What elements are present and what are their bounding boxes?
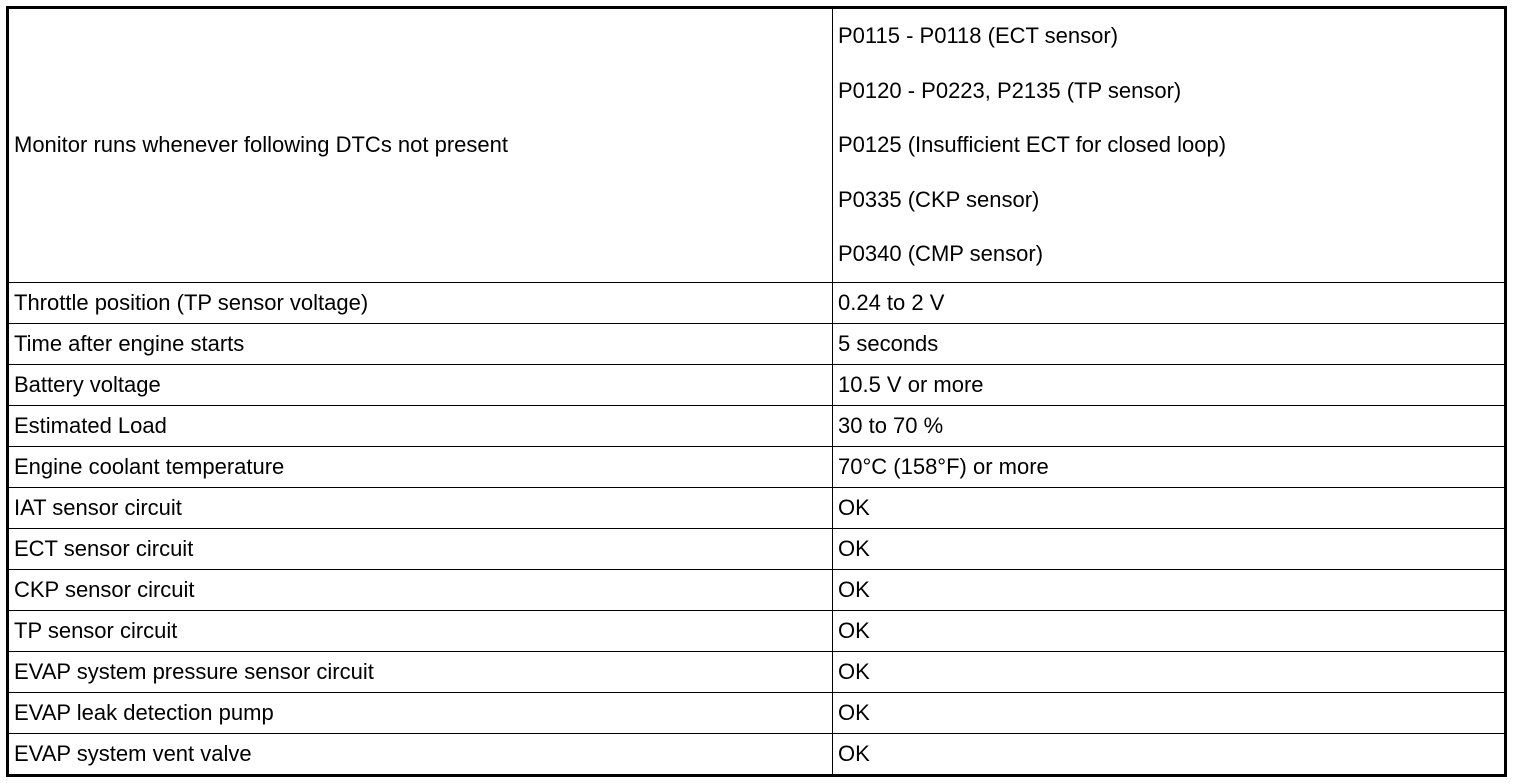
- condition-label: EVAP system vent valve: [8, 733, 833, 775]
- condition-value: OK: [833, 692, 1506, 733]
- condition-value: 0.24 to 2 V: [833, 282, 1506, 323]
- condition-label: Time after engine starts: [8, 323, 833, 364]
- condition-label: ECT sensor circuit: [8, 528, 833, 569]
- table-row: [8, 487, 1506, 528]
- condition-value: OK: [833, 610, 1506, 651]
- table-row: [8, 610, 1506, 651]
- dtc-item: P0340 (CMP sensor): [838, 241, 1044, 267]
- table-row: [8, 446, 1506, 487]
- table-row: [8, 692, 1506, 733]
- condition-value: OK: [833, 528, 1506, 569]
- table-row: [8, 651, 1506, 692]
- dtc-list-cell: [833, 8, 1506, 283]
- condition-value: OK: [833, 733, 1506, 775]
- table-row: [8, 323, 1506, 364]
- dtc-item: P0120 - P0223, P2135 (TP sensor): [838, 77, 1182, 103]
- condition-value: OK: [833, 487, 1506, 528]
- condition-value: OK: [833, 651, 1506, 692]
- condition-label: IAT sensor circuit: [8, 487, 833, 528]
- condition-value: 5 seconds: [833, 323, 1506, 364]
- condition-label: EVAP system pressure sensor circuit: [8, 651, 833, 692]
- table-row: [8, 405, 1506, 446]
- condition-label: CKP sensor circuit: [8, 569, 833, 610]
- condition-label: Estimated Load: [8, 405, 833, 446]
- dtc-item: P0335 (CKP sensor): [838, 186, 1040, 212]
- table-row: [8, 528, 1506, 569]
- table-row: [8, 733, 1506, 775]
- condition-value: 70°C (158°F) or more: [833, 446, 1506, 487]
- dtc-item: P0115 - P0118 (ECT sensor): [838, 23, 1119, 48]
- conditions-table: [6, 6, 1507, 777]
- condition-value: 10.5 V or more: [833, 364, 1506, 405]
- condition-value: 30 to 70 %: [833, 405, 1506, 446]
- table-row: [8, 569, 1506, 610]
- table-row-dtc-conditions: [8, 8, 1506, 283]
- condition-label: Throttle position (TP sensor voltage): [8, 282, 833, 323]
- dtc-item: P0125 (Insufficient ECT for closed loop): [838, 132, 1227, 158]
- condition-label: Battery voltage: [8, 364, 833, 405]
- condition-value: OK: [833, 569, 1506, 610]
- condition-label: Monitor runs whenever following DTCs not present: [8, 8, 833, 283]
- condition-label: EVAP leak detection pump: [8, 692, 833, 733]
- condition-label: TP sensor circuit: [8, 610, 833, 651]
- condition-label: Engine coolant temperature: [8, 446, 833, 487]
- table-row: [8, 364, 1506, 405]
- table-row: [8, 282, 1506, 323]
